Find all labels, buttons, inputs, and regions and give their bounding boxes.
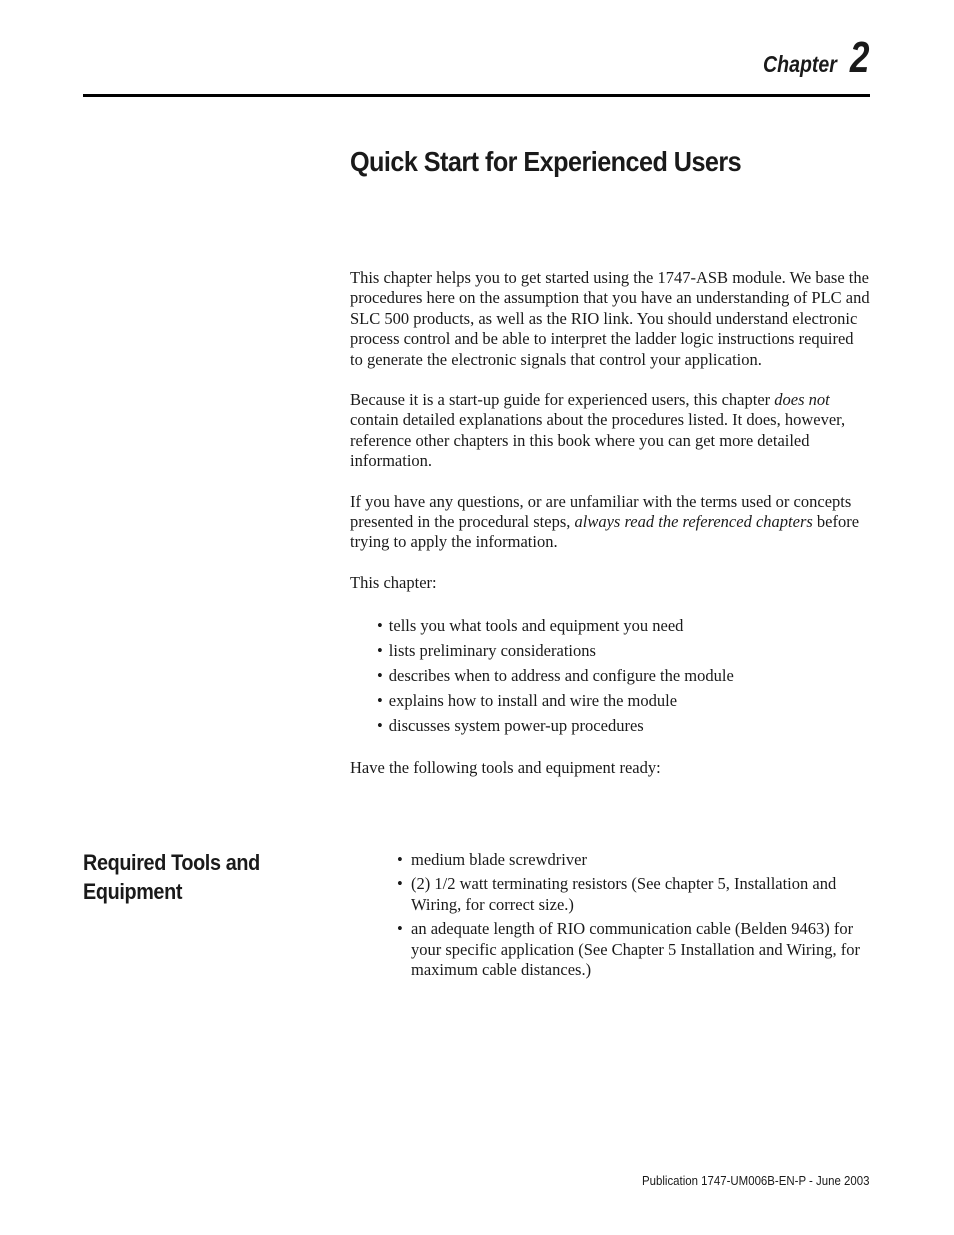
intro-paragraph-2-text-a: Because it is a start-up guide for experienced users, this chapter bbox=[350, 390, 775, 410]
intro-paragraph-3 bbox=[350, 492, 870, 553]
intro-paragraph-2-emphasis: does not bbox=[774, 390, 830, 410]
intro-paragraph-1: This chapter helps you to get started using the 1747-ASB module. We base the procedures here on the assumption that you have an understanding of PLC and SLC 500 products, as well as the RIO link. You should understand electronic process control and be able to interpret the ladder logic instructions required to generate the electronic signals that control your application. bbox=[350, 268, 870, 369]
chapter-heading bbox=[750, 33, 869, 82]
list-item: • tells you what tools and equipment you need bbox=[377, 613, 870, 638]
chapter-contents-list bbox=[377, 613, 870, 738]
list-item: • explains how to install and wire the module bbox=[377, 688, 870, 713]
intro-paragraph-3-text-a: If you have any questions, or are unfamiliar with the terms used or concepts presented in the procedural steps, bbox=[350, 491, 852, 532]
list-item: • medium blade screwdriver bbox=[397, 850, 872, 870]
page-title: Quick Start for Experienced Users bbox=[350, 146, 742, 177]
intro-paragraph-5: Have the following tools and equipment ready: bbox=[350, 758, 661, 778]
intro-body bbox=[350, 268, 870, 799]
section-heading: Required Tools and Equipment bbox=[83, 850, 260, 904]
intro-paragraph-4: This chapter: bbox=[350, 572, 437, 592]
intro-paragraph-3-emphasis: always read the referenced chapters bbox=[574, 512, 813, 532]
intro-paragraph-2-text-b: contain detailed explanations about the procedures listed. It does, however, reference other chapters in this book where you can get more detailed information. bbox=[350, 410, 846, 471]
list-item: • lists preliminary considerations bbox=[377, 638, 870, 663]
required-tools-list bbox=[397, 850, 872, 984]
list-item: • an adequate length of RIO communication cable (Belden 9463) for your specific application (See Chapter 5 Installation and Wiring, for maximum cable distances.) bbox=[397, 919, 872, 980]
intro-paragraph-2 bbox=[350, 390, 870, 472]
list-item: • describes when to address and configure the module bbox=[377, 663, 870, 688]
chapter-number: 2 bbox=[849, 33, 869, 82]
header-rule bbox=[83, 94, 870, 97]
list-item: • discusses system power-up procedures bbox=[377, 713, 870, 738]
publication-footer: Publication 1747-UM006B-EN-P - June 2003 bbox=[641, 1173, 869, 1188]
chapter-label: Chapter bbox=[762, 51, 837, 77]
intro-paragraph-3-text-b: before trying to apply the information. bbox=[350, 512, 860, 552]
list-item: • (2) 1/2 watt terminating resistors (See chapter 5, Installation and Wiring, for correct size.) bbox=[397, 874, 872, 915]
